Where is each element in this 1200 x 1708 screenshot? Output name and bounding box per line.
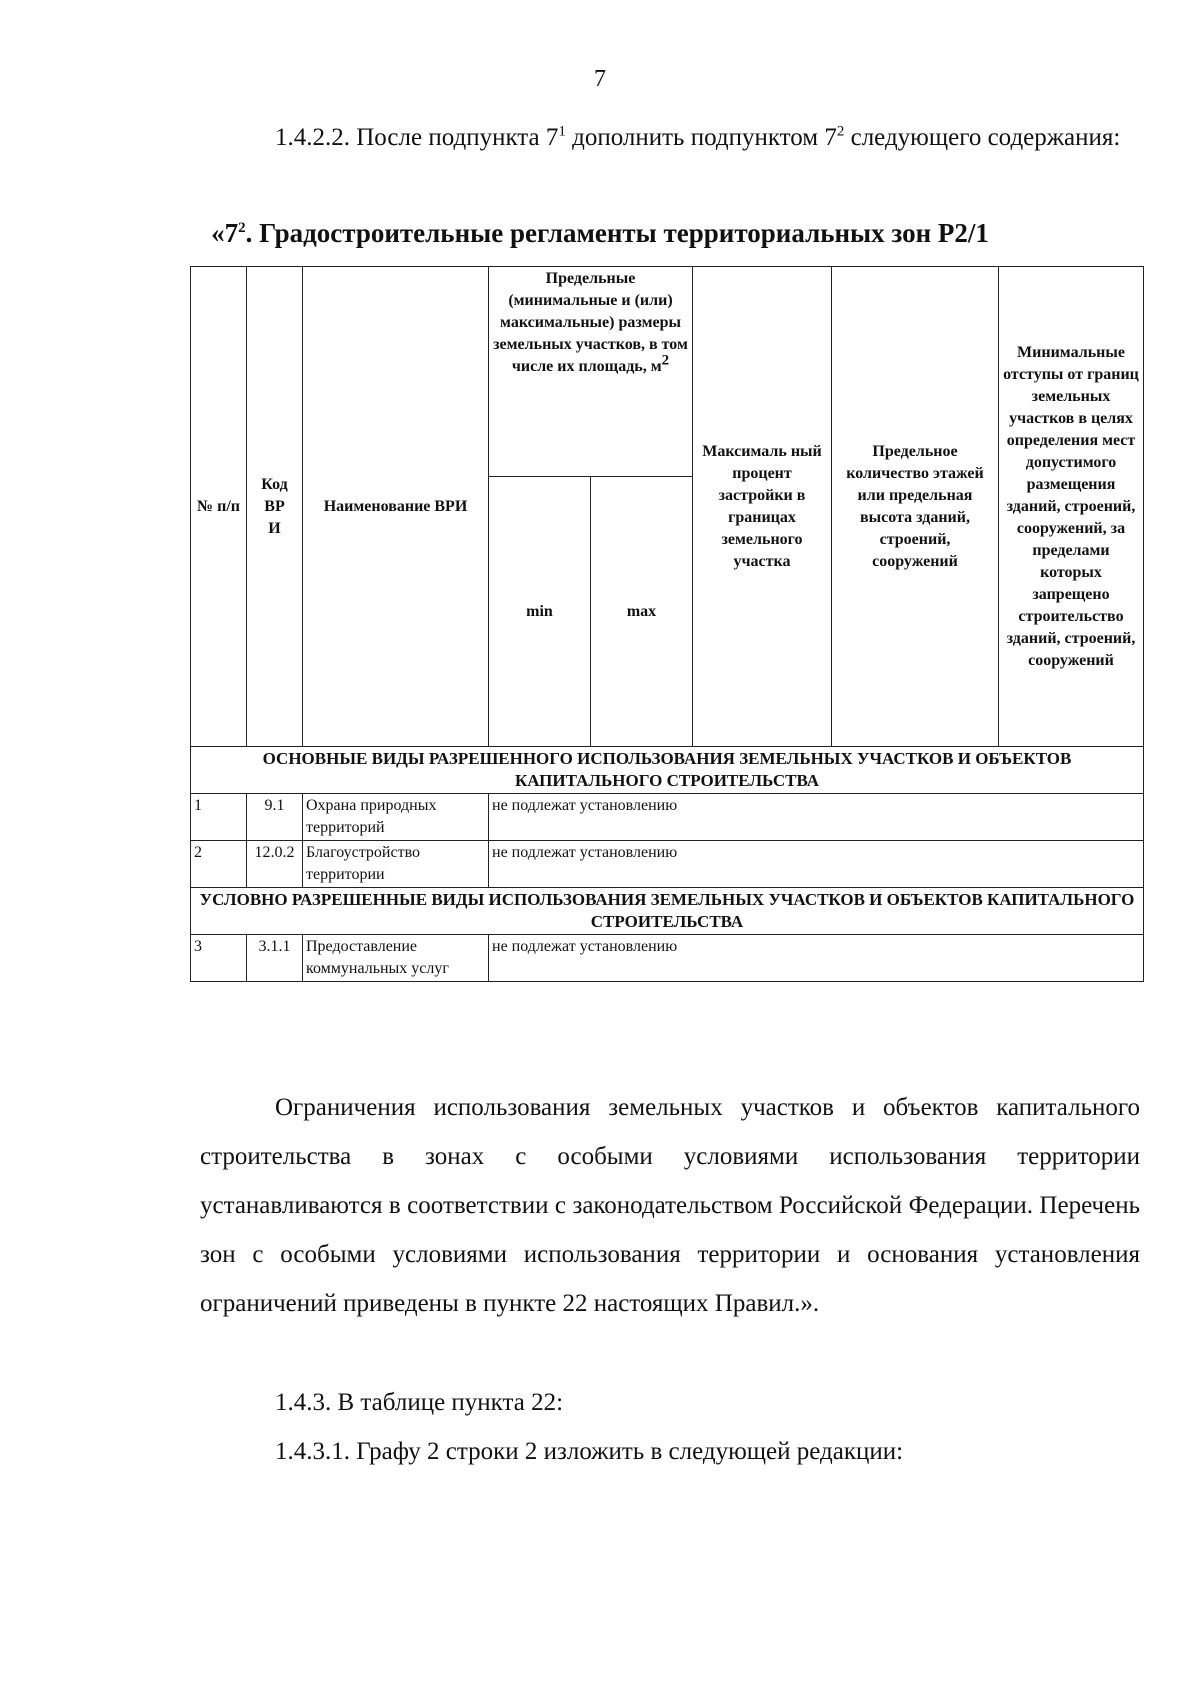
table-row (191, 841, 1144, 888)
section-conditional-uses: УСЛОВНО РАЗРЕШЕННЫЕ ВИДЫ ИСПОЛЬЗОВАНИЯ ЗЕМЕЛЬНЫХ УЧАСТКОВ И ОБЪЕКТОВ КАПИТАЛЬНОГО СТРОИТЕЛЬСТВА (191, 888, 1144, 935)
para1-sup2: 2 (836, 123, 845, 140)
row-name: Предоставление коммунальных услуг (303, 935, 489, 982)
header-floors: Предельное количество этажей или предельная высота зданий, строений, сооружений (832, 267, 999, 747)
regulations-table (190, 266, 1144, 982)
title-suffix: . Градостроительные регламенты территориальных зон Р2/1 (245, 218, 989, 248)
paragraph-restrictions: Ограничения использования земельных участков и объектов капитального строительства в зонах с особыми условиями использования территории устанавливаются в соответствии с законодательством Российской Федерации. Перечень зон с особыми условиями использования территории и основания установления ограничений приведены в пункте 22 настоящих Правил.». (200, 1094, 1140, 1317)
table-row (191, 935, 1144, 982)
row-name: Благоустройство территории (303, 841, 489, 888)
header-setbacks: Минимальные отступы от границ земельных участков в целях определения мест допустимого размещения зданий, строений, сооружений, за пределами которых запрещено строительство зданий, строений, сооружений (999, 267, 1144, 747)
header-code-line1: Код (261, 475, 288, 493)
row-value: не подлежат установлению (489, 841, 1144, 888)
header-sizes-text: Предельные (минимальные и (или) максимальные) размеры земельных участков, в том числе их площадь, м (493, 270, 688, 375)
header-code (247, 267, 303, 747)
section-main-uses: ОСНОВНЫЕ ВИДЫ РАЗРЕШЕННОГО ИСПОЛЬЗОВАНИЯ ЗЕМЕЛЬНЫХ УЧАСТКОВ И ОБЪЕКТОВ КАПИТАЛЬНОГО СТРОИТЕЛЬСТВА (191, 747, 1144, 794)
para1-sup1: 1 (558, 123, 566, 140)
row-num: 3 (191, 935, 247, 982)
page-number: 7 (594, 66, 606, 92)
row-code: 12.0.2 (247, 841, 303, 888)
header-sizes-sup: 2 (661, 352, 670, 369)
row-value: не подлежат установлению (489, 935, 1144, 982)
row-name: Охрана природных территорий (303, 794, 489, 841)
row-code: 9.1 (247, 794, 303, 841)
header-percent: Максималь ный процент застройки в границах земельного участка (693, 267, 832, 747)
row-value: не подлежат установлению (489, 794, 1144, 841)
paragraph-1-4-3-1: 1.4.3.1. Графу 2 строки 2 изложить в следующей редакции: (275, 1438, 904, 1465)
header-code-line2: ВР (264, 497, 285, 515)
header-name: Наименование ВРИ (303, 267, 489, 747)
paragraph-1-4-2-2 (200, 113, 1140, 162)
header-num: № п/п (191, 267, 247, 747)
table-row (191, 794, 1144, 841)
row-num: 1 (191, 794, 247, 841)
table-title (0, 218, 1200, 249)
para1-prefix: 1.4.2.2. После подпункта 7 (275, 124, 559, 151)
para1-mid: дополнить подпунктом 7 (565, 124, 837, 151)
title-prefix: «7 (211, 218, 239, 248)
para1-suffix: следующего содержания: (844, 124, 1121, 151)
title-sup: 2 (238, 220, 246, 236)
paragraph-1-4-3: 1.4.3. В таблице пункта 22: (275, 1389, 564, 1416)
header-code-line3: И (268, 519, 281, 537)
row-num: 2 (191, 841, 247, 888)
header-max: max (591, 477, 693, 747)
header-min: min (489, 477, 591, 747)
row-code: 3.1.1 (247, 935, 303, 982)
header-sizes (489, 267, 693, 477)
